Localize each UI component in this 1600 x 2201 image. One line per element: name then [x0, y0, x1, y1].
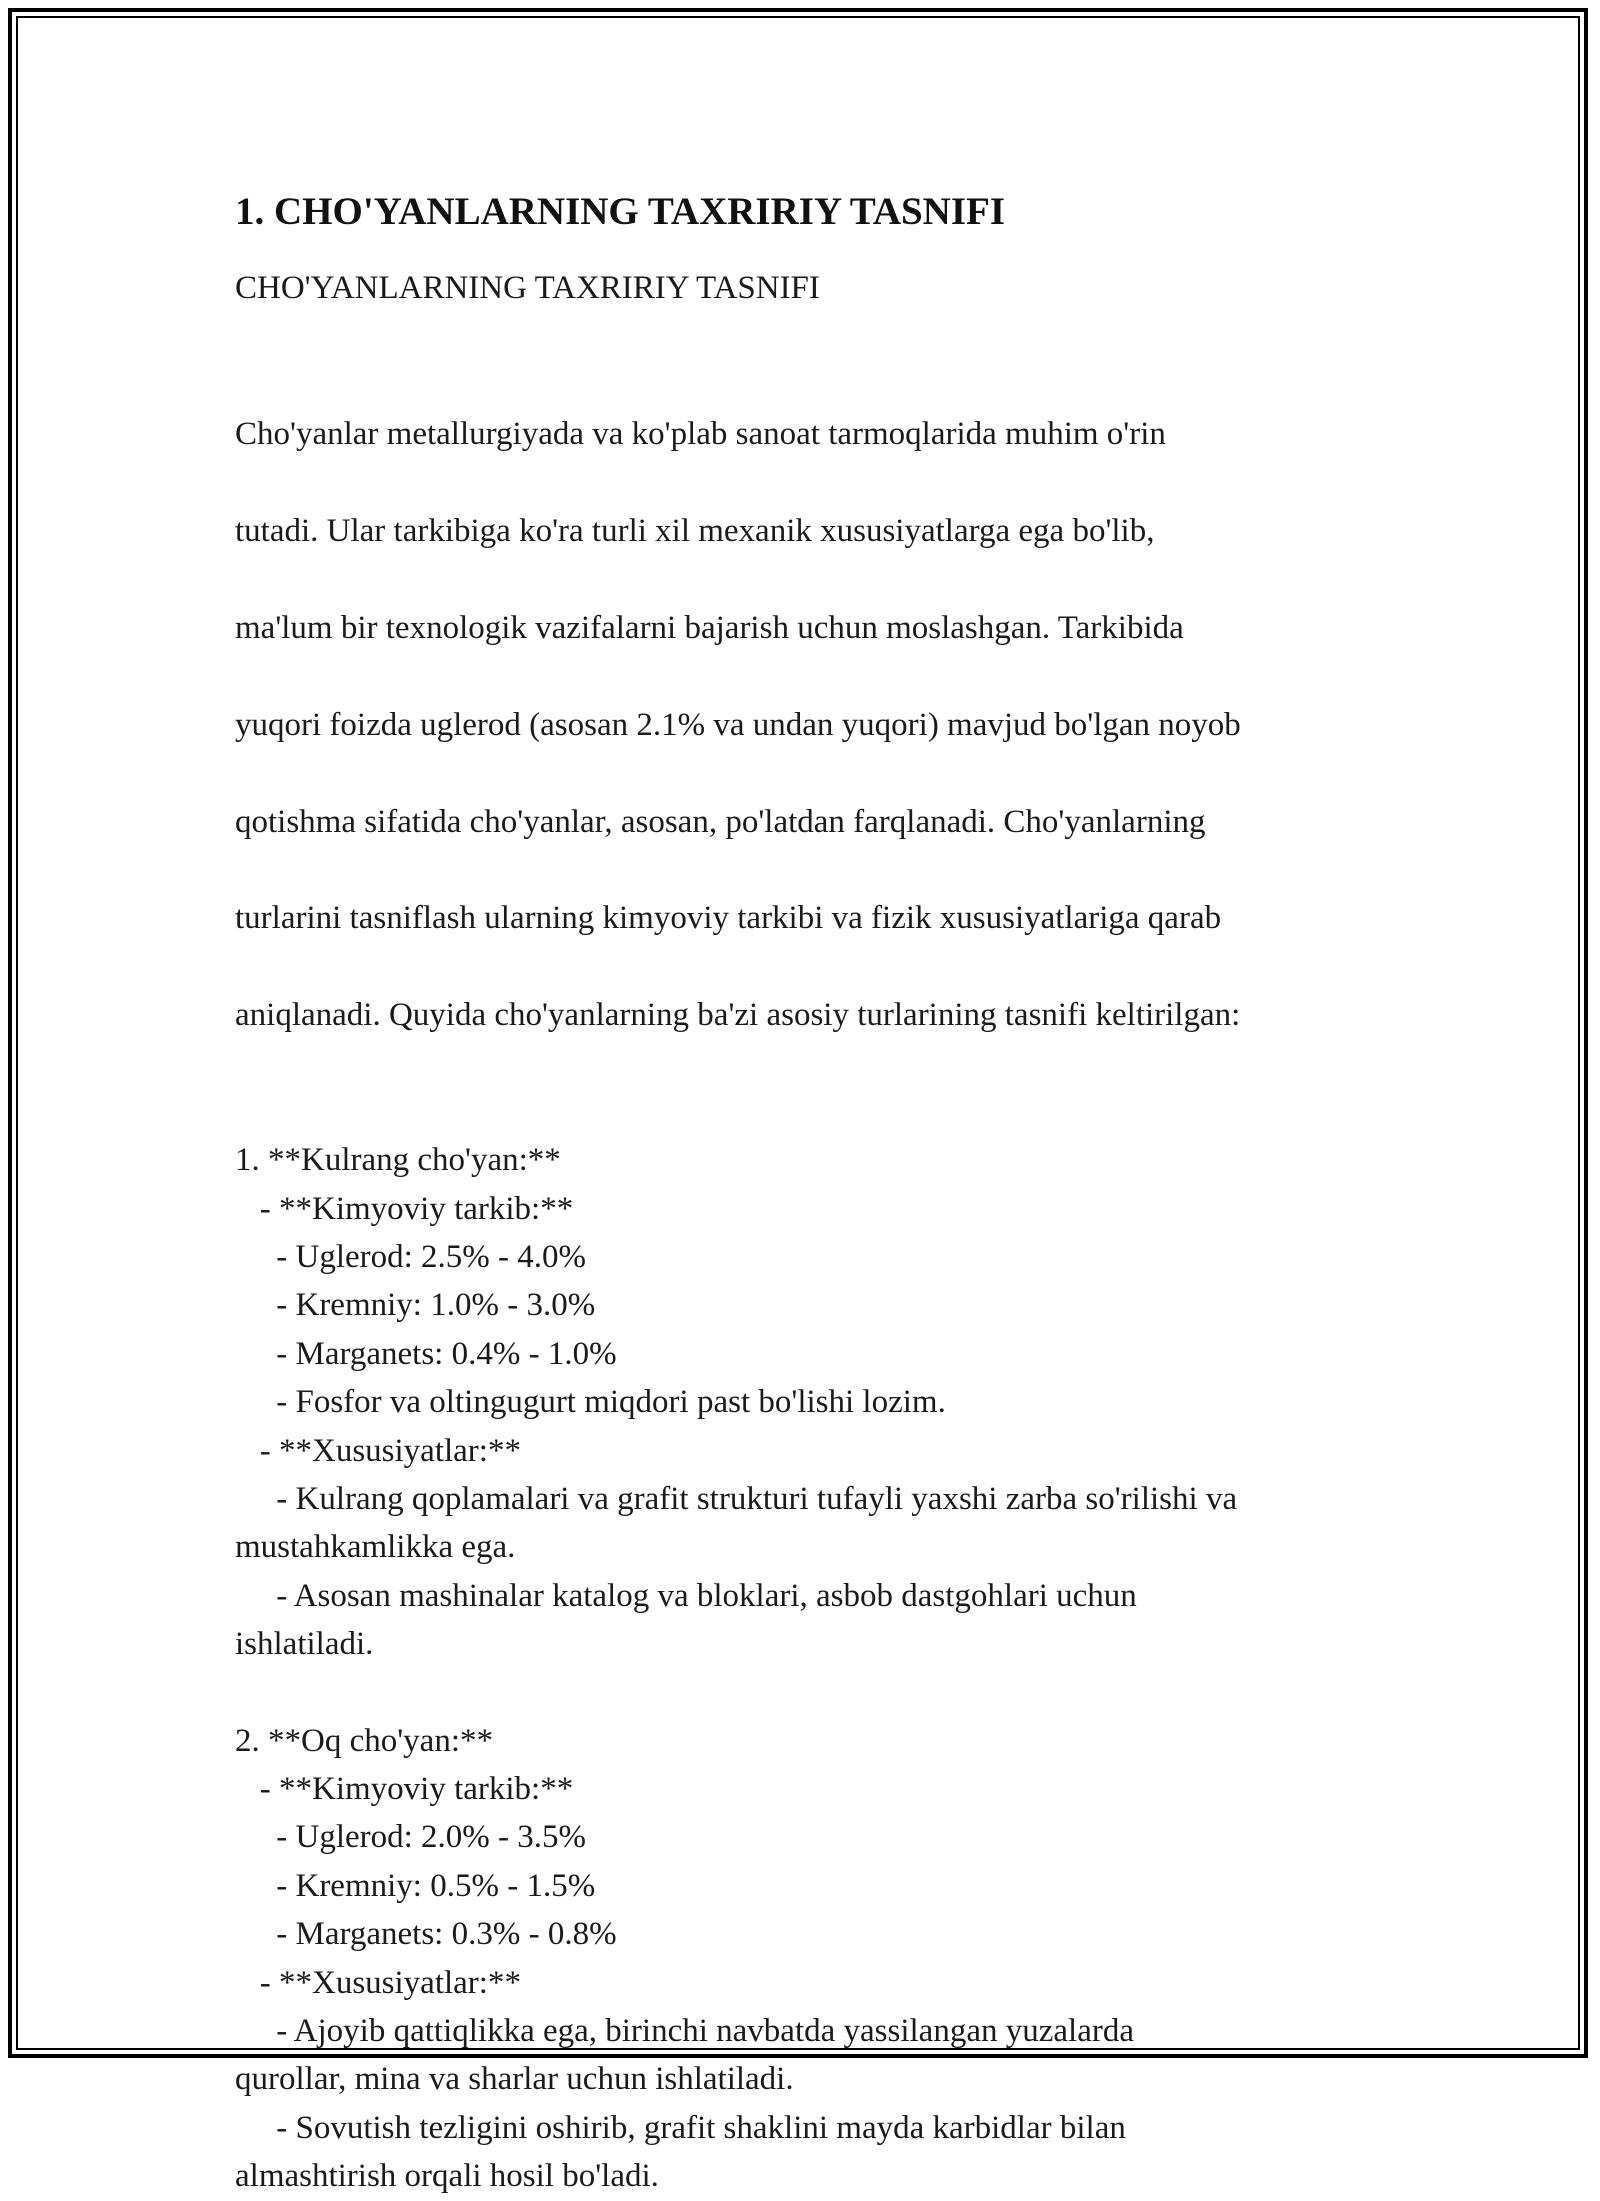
intro-line: Cho'yanlar metallurgiyada va ko'plab sanoat tarmoqlarida muhim o'rin: [235, 416, 1166, 453]
document-body: [235, 186, 1375, 2201]
section-grey-cast-iron: [235, 1136, 1375, 1668]
composition-item: - Marganets: 0.3% - 0.8%: [235, 1916, 617, 1953]
composition-item: - Uglerod: 2.5% - 4.0%: [235, 1238, 587, 1275]
properties-item: - Ajoyib qattiqlikka ega, birinchi navbatda yassilangan yuzalarda: [235, 2013, 1134, 2049]
properties-item: - Sovutish tezligini oshirib, grafit shaklini mayda karbidlar bilan: [235, 2109, 1126, 2146]
intro-line: turlarini tasniflash ularning kimyoviy tarkibi va fizik xususiyatlariga qarab: [235, 900, 1222, 937]
properties-item: - Kulrang qoplamalari va grafit strukturi tufayli yaxshi zarba so'rilishi va: [235, 1480, 1238, 1517]
intro-line: ma'lum bir texnologik vazifalarni bajarish uchun moslashgan. Tarkibida: [235, 610, 1184, 647]
properties-item: mustahkamlikka ega.: [235, 1529, 516, 1566]
composition-item: - Kremniy: 0.5% - 1.5%: [235, 1867, 596, 1904]
intro-line: yuqori foizda uglerod (asosan 2.1% va undan yuqori) mavjud bo'lgan noyob: [235, 706, 1241, 743]
properties-label: - **Xususiyatlar:**: [235, 1432, 521, 1469]
properties-label: - **Xususiyatlar:**: [235, 1964, 521, 2001]
composition-item: - Fosfor va oltingugurt miqdori past bo'lishi lozim.: [235, 1384, 946, 1421]
properties-item: ishlatiladi.: [235, 1626, 374, 1663]
properties-item: almashtirish orqali hosil bo'ladi.: [235, 2158, 659, 2195]
properties-item: qurollar, mina va sharlar uchun ishlatiladi.: [235, 2061, 794, 2098]
section-title: 1. **Kulrang cho'yan:**: [235, 1142, 561, 1179]
composition-item: - Uglerod: 2.0% - 3.5%: [235, 1819, 587, 1856]
composition-label: - **Kimyoviy tarkib:**: [235, 1190, 574, 1227]
intro-paragraph: [235, 362, 1375, 1088]
composition-item: - Kremniy: 1.0% - 3.0%: [235, 1287, 596, 1324]
section-white-cast-iron: [235, 1717, 1375, 2201]
document-subtitle: CHO'YANLARNING TAXRIRIY TASNIFI: [235, 270, 820, 306]
section-title: 2. **Oq cho'yan:**: [235, 1722, 493, 1759]
intro-line: qotishma sifatida cho'yanlar, asosan, po'latdan farqlanadi. Cho'yanlarning: [235, 803, 1206, 840]
composition-label: - **Kimyoviy tarkib:**: [235, 1770, 574, 1807]
properties-item: - Asosan mashinalar katalog va bloklari, asbob dastgohlari uchun: [235, 1577, 1137, 1614]
intro-line: tutadi. Ular tarkibiga ko'ra turli xil mexanik xususiyatlarga ega bo'lib,: [235, 513, 1155, 550]
composition-item: - Marganets: 0.4% - 1.0%: [235, 1335, 617, 1372]
document-heading: 1. CHO'YANLARNING TAXRIRIY TASNIFI: [235, 190, 1006, 233]
intro-line: aniqlanadi. Quyida cho'yanlarning ba'zi asosiy turlarining tasnifi keltirilgan:: [235, 997, 1241, 1034]
